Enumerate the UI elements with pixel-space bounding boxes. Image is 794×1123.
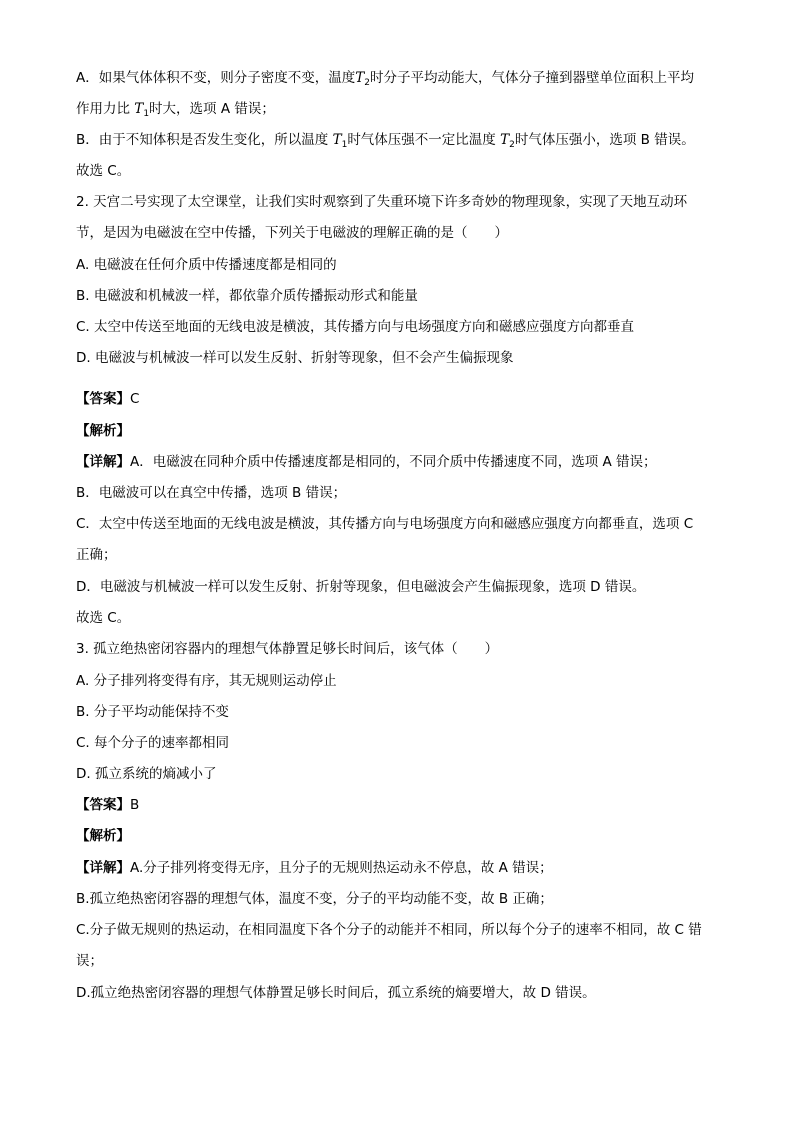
answer-value: B	[130, 797, 140, 813]
q1-var-sub: 1	[341, 140, 348, 150]
q1-var-t: T	[355, 70, 365, 86]
q3-option-a: A. 分子排列将变得有序，其无规则运动停止	[76, 673, 337, 689]
q1-conclusion: 故选 C。	[76, 163, 131, 179]
q2-option-d: D. 电磁波与机械波一样可以发生反射、折射等现象，但不会产生偏振现象	[76, 350, 514, 366]
q2-option-c: C. 太空中传送至地面的无线电波是横波，其传播方向与电场强度方向和磁感应强度方向都垂直	[76, 319, 635, 335]
q1-detail-b	[76, 130, 695, 150]
q3-detail-c-line1: C.分子做无规则的热运动，在相同温度下各个分子的动能并不相同，所以每个分子的速率不相同，故 C 错	[76, 922, 702, 938]
q3-detail-d: D.孤立绝热密闭容器的理想气体静置足够长时间后，孤立系统的熵要增大，故 D 错误。	[76, 985, 596, 1001]
q2-answer	[76, 389, 139, 409]
q1-var-sub: 2	[364, 78, 370, 88]
answer-tag: 【答案】	[76, 391, 130, 407]
q3-option-b: B. 分子平均动能保持不变	[76, 704, 229, 720]
detail-tag: 【详解】	[76, 454, 130, 470]
q1-detail-a-line1	[76, 68, 694, 88]
q1-var-t: T	[134, 101, 144, 117]
answer-value: C	[130, 391, 140, 407]
q1-detail-a-line2	[76, 99, 275, 119]
q3-detail-a-text: A.分子排列将变得无序，且分子的无规则热运动永不停息，故 A 错误；	[130, 860, 553, 876]
q2-detail-b: B．电磁波可以在真空中传播，选项 B 错误；	[76, 485, 347, 501]
q2-option-b: B. 电磁波和机械波一样，都依靠介质传播振动形式和能量	[76, 288, 418, 304]
q1-detail-a-text3: 作用力比	[76, 101, 135, 117]
q2-analysis-tag	[76, 421, 130, 441]
detail-tag: 【详解】	[76, 860, 130, 876]
q3-answer	[76, 795, 139, 815]
q3-detail-a	[76, 858, 553, 878]
answer-tag: 【答案】	[76, 797, 130, 813]
q1-var-t: T	[332, 132, 342, 148]
q1-detail-b-text3: 时气体压强小，选项 B 错误。	[514, 132, 695, 148]
q3-analysis-tag	[76, 826, 130, 846]
q1-var-sub: 1	[143, 109, 150, 119]
q2-option-a: A. 电磁波在任何介质中传播速度都是相同的	[76, 257, 337, 273]
q3-stem: 3. 孤立绝热密闭容器内的理想气体静置足够长时间后，该气体（ ）	[76, 641, 499, 657]
analysis-tag: 【解析】	[76, 423, 130, 439]
q2-detail-a-text: A．电磁波在同种介质中传播速度都是相同的，不同介质中传播速度不同，选项 A 错误；	[130, 454, 657, 470]
q1-var-t: T	[500, 132, 510, 148]
q2-detail-d: D．电磁波与机械波一样可以发生反射、折射等现象，但电磁波会产生偏振现象，选项 D 错误。	[76, 579, 646, 595]
q1-detail-b-text1: B．由于不知体积是否发生变化，所以温度	[76, 132, 333, 148]
q1-detail-a-text4: 时大，选项 A 错误；	[149, 101, 275, 117]
q2-conclusion: 故选 C。	[76, 610, 131, 626]
q2-detail-c-line1: C．太空中传送至地面的无线电波是横波，其传播方向与电场强度方向和磁感应强度方向都垂直，选项 C	[76, 516, 694, 532]
q3-option-c: C. 每个分子的速率都相同	[76, 735, 230, 751]
q2-detail-c-line2: 正确；	[76, 547, 117, 563]
q1-detail-b-text2: 时气体压强不一定比温度	[347, 132, 501, 148]
q2-stem-line1: 2. 天宫二号实现了太空课堂，让我们实时观察到了失重环境下许多奇妙的物理现象，实现了天地互动环	[76, 194, 688, 210]
q3-option-d: D. 孤立系统的熵减小了	[76, 766, 217, 782]
q1-var-sub: 2	[509, 140, 515, 150]
q3-detail-b: B.孤立绝热密闭容器的理想气体，温度不变，分子的平均动能不变，故 B 正确；	[76, 891, 553, 907]
q1-detail-a-text1: A．如果气体体积不变，则分子密度不变，温度	[76, 70, 356, 86]
q1-detail-a-text2: 时分子平均动能大，气体分子撞到器壁单位面积上平均	[370, 70, 694, 86]
q3-detail-c-line2: 误；	[76, 953, 103, 969]
q2-stem-line2: 节，是因为电磁波在空中传播，下列关于电磁波的理解正确的是（ ）	[76, 225, 508, 241]
analysis-tag: 【解析】	[76, 828, 130, 844]
q2-detail-a	[76, 452, 657, 472]
